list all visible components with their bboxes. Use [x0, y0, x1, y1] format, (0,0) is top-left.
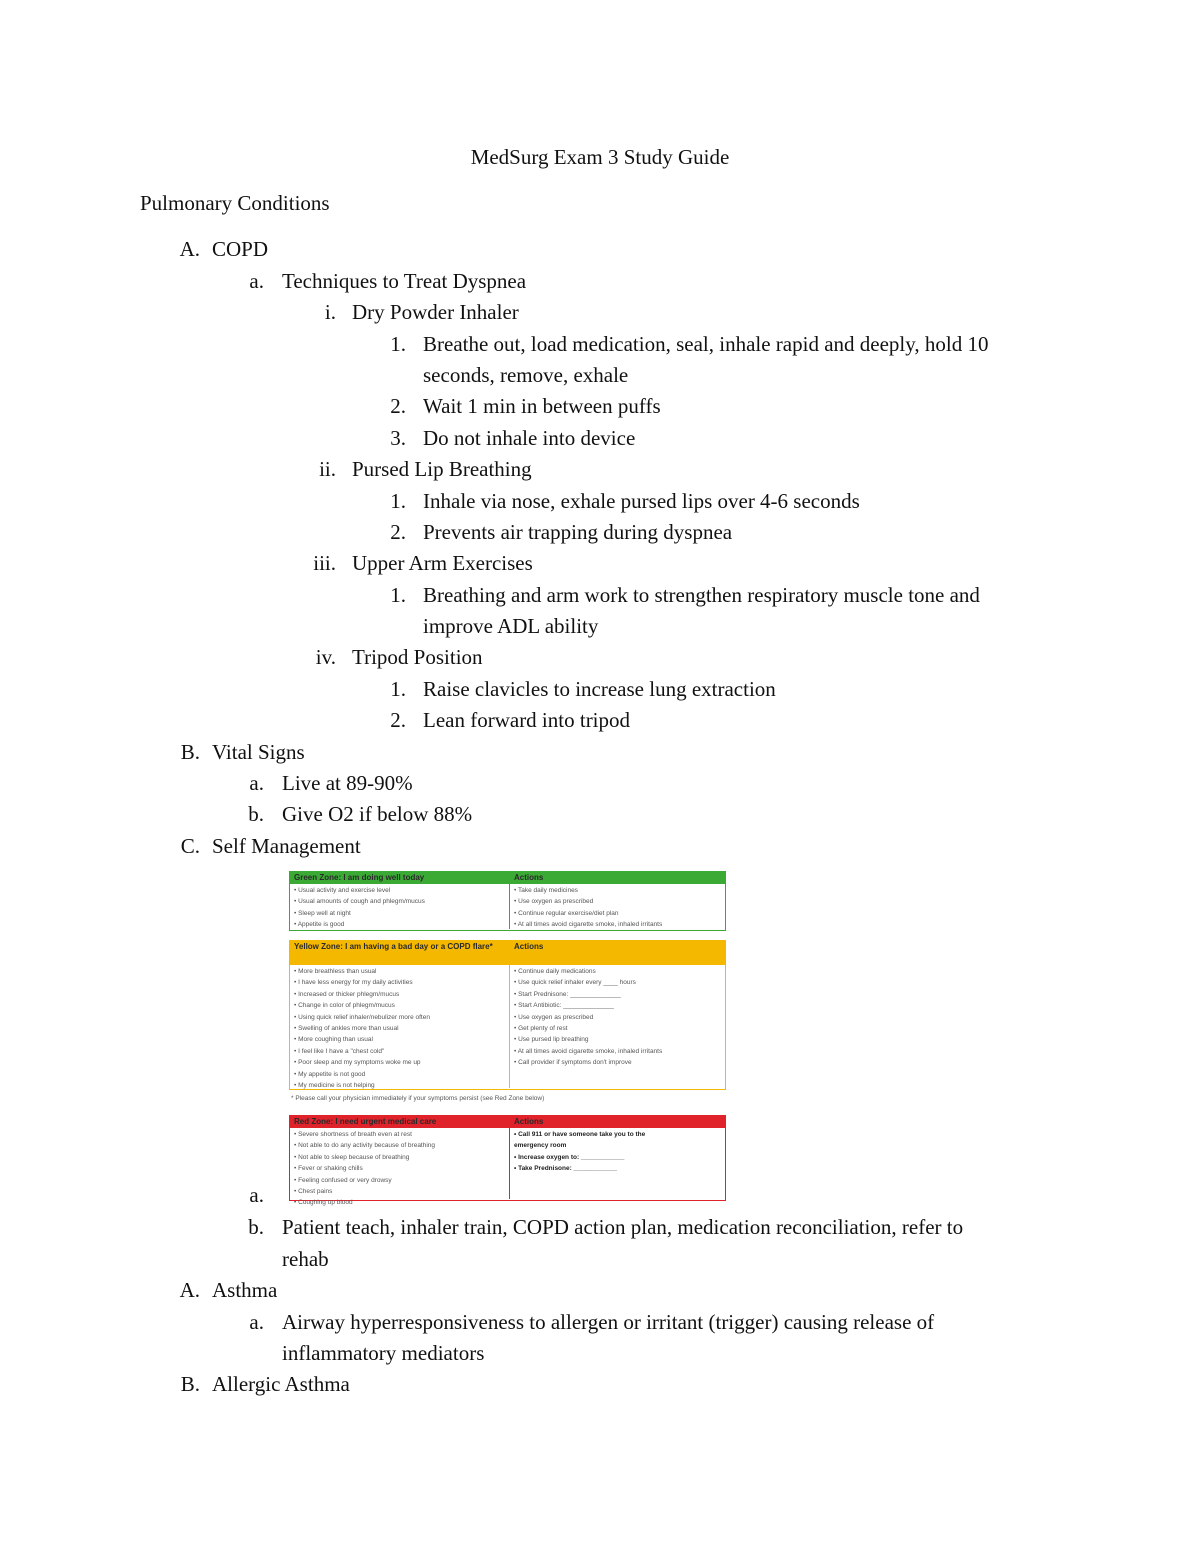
yellow-zone-left-item: • More breathless than usual	[294, 968, 377, 975]
yellow-zone-left-item: • More coughing than usual	[294, 1036, 373, 1044]
list-item-text: Asthma	[212, 1278, 278, 1302]
list-marker: 1.	[390, 332, 406, 356]
section-heading: Pulmonary Conditions	[140, 191, 330, 215]
list-marker: 1.	[390, 489, 406, 513]
yellow-actions-header: Actions	[514, 942, 544, 951]
list-marker: i.	[324, 300, 336, 324]
list-marker: 3.	[390, 426, 406, 450]
yellow-zone-note: * Please call your physician immediately if your symptoms persist (see Red Zone below)	[291, 1095, 545, 1102]
list-item-text: Do not inhale into device	[423, 426, 636, 450]
red-zone-left-item: • Fever or shaking chills	[294, 1165, 363, 1173]
green-zone	[289, 871, 726, 931]
list-marker: a.	[249, 1310, 264, 1334]
list-item-text: inflammatory mediators	[282, 1341, 485, 1365]
yellow-zone-left-item: • Change in color of phlegm/mucus	[294, 1002, 395, 1010]
green-zone-right-item: • At all times avoid cigarette smoke, inhaled irritants	[514, 921, 663, 929]
list-item-text: improve ADL ability	[423, 614, 599, 638]
list-marker: iv.	[315, 645, 336, 669]
green-zone-left-item: • Usual activity and exercise level	[294, 887, 391, 894]
list-marker: C.	[180, 834, 200, 858]
list-marker: a.	[249, 771, 264, 795]
list-marker: 2.	[390, 708, 406, 732]
list-marker: A.	[179, 237, 200, 261]
list-marker: 1.	[390, 677, 406, 701]
yellow-zone	[289, 940, 726, 1090]
list-marker: 2.	[390, 394, 406, 418]
list-item-text: Breathe out, load medication, seal, inhale rapid and deeply, hold 10	[423, 332, 989, 356]
list-item-text: Vital Signs	[212, 740, 305, 764]
yellow-zone-left-item: • I feel like I have a "chest cold"	[294, 1047, 385, 1055]
red-zone-right-item: • Take Prednisone: ____________	[514, 1165, 617, 1173]
red-zone-right-item: emergency room	[514, 1142, 567, 1150]
list-marker: b.	[248, 802, 264, 826]
green-zone-right-item: • Take daily medicines	[514, 887, 578, 894]
list-item-text: Dry Powder Inhaler	[352, 300, 519, 324]
list-marker: ii.	[319, 457, 336, 481]
list-item-text: COPD	[212, 237, 269, 261]
list-marker: a.	[249, 269, 264, 293]
list-item-text: Raise clavicles to increase lung extraction	[423, 677, 776, 701]
yellow-zone-right-item: • Start Antibiotic: ______________	[514, 1002, 614, 1010]
list-item-text: Wait 1 min in between puffs	[423, 394, 661, 418]
red-zone-right-item: • Call 911 or have someone take you to the	[514, 1131, 646, 1138]
green-zone-right-item: • Use oxygen as prescribed	[514, 898, 594, 906]
yellow-zone-right-item: • Get plenty of rest	[514, 1025, 568, 1033]
list-item-text: Live at 89-90%	[282, 771, 413, 795]
list-marker: b.	[248, 1215, 264, 1239]
list-item-text: Pursed Lip Breathing	[352, 457, 532, 481]
green-zone-header: Green Zone: I am doing well today	[294, 873, 425, 882]
yellow-zone-right-item: • Start Prednisone: ______________	[514, 990, 621, 998]
yellow-zone-header: Yellow Zone: I am having a bad day or a COPD flare*	[294, 942, 493, 951]
list-item-text: Upper Arm Exercises	[352, 551, 533, 575]
green-actions-header: Actions	[514, 873, 544, 882]
list-marker: iii.	[313, 551, 336, 575]
list-item-text: Allergic Asthma	[212, 1372, 350, 1396]
list-marker: B.	[180, 740, 200, 764]
yellow-zone-left-item: • My medicine is not helping	[294, 1082, 375, 1090]
yellow-zone-right-item: • Call provider if symptoms don't improve	[514, 1059, 632, 1067]
red-zone-left-item: • Coughing up blood	[294, 1199, 353, 1207]
red-zone-header: Red Zone: I need urgent medical care	[294, 1117, 437, 1126]
yellow-zone-right-item: • Continue daily medications	[514, 968, 596, 975]
list-item-text: Prevents air trapping during dyspnea	[423, 520, 733, 544]
red-zone-left-item: • Not able to sleep because of breathing	[294, 1153, 410, 1161]
list-item-text: Patient teach, inhaler train, COPD action plan, medication reconciliation, refer to	[282, 1215, 964, 1239]
yellow-zone-left-item: • Swelling of ankles more than usual	[294, 1025, 399, 1033]
red-zone-left-item: • Not able to do any activity because of breathing	[294, 1142, 436, 1150]
page-title: MedSurg Exam 3 Study Guide	[470, 145, 730, 169]
yellow-zone-left-item: • My appetite is not good	[294, 1070, 366, 1078]
red-zone-left-item: • Chest pains	[294, 1188, 333, 1196]
red-zone-left-item: • Feeling confused or very drowsy	[294, 1176, 392, 1184]
yellow-zone-left-item: • I have less energy for my daily activities	[294, 979, 413, 987]
list-item-text: Airway hyperresponsiveness to allergen or irritant (trigger) causing release of	[282, 1310, 935, 1334]
list-item-text: Self Management	[212, 834, 361, 858]
red-zone	[289, 1115, 726, 1207]
green-zone-left-item: • Sleep well at night	[294, 909, 351, 917]
list-marker: a.	[249, 1183, 264, 1207]
red-zone-right-item: • Increase oxygen to: ____________	[514, 1153, 625, 1161]
yellow-zone-right-item: • Use quick relief inhaler every ____ hours	[514, 979, 636, 987]
green-zone-right-item: • Continue regular exercise/diet plan	[514, 909, 619, 917]
green-zone-left-item: • Usual amounts of cough and phlegm/mucus	[294, 898, 425, 906]
list-item-text: Inhale via nose, exhale pursed lips over 4-6 seconds	[423, 489, 860, 513]
list-marker: 1.	[390, 583, 406, 607]
yellow-zone-right-item: • At all times avoid cigarette smoke, inhaled irritants	[514, 1047, 663, 1055]
yellow-zone-left-item: • Using quick relief inhaler/nebulizer more often	[294, 1013, 430, 1021]
green-zone-left-item: • Appetite is good	[294, 921, 345, 929]
yellow-zone-right-item: • Use oxygen as prescribed	[514, 1013, 594, 1021]
list-item-text: Breathing and arm work to strengthen respiratory muscle tone and	[423, 583, 980, 607]
list-marker: B.	[180, 1372, 200, 1396]
yellow-zone-right-item: • Use pursed lip breathing	[514, 1036, 589, 1044]
red-actions-header: Actions	[514, 1117, 544, 1126]
copd-action-plan-image	[289, 871, 726, 1207]
list-item-text: Lean forward into tripod	[423, 708, 631, 732]
yellow-zone-left-item: • Poor sleep and my symptoms woke me up	[294, 1059, 421, 1067]
red-zone-left-item: • Severe shortness of breath even at rest	[294, 1131, 412, 1138]
list-marker: 2.	[390, 520, 406, 544]
list-item-text: Tripod Position	[352, 645, 483, 669]
list-item-text: Techniques to Treat Dyspnea	[282, 269, 527, 293]
yellow-zone-left-item: • Increased or thicker phlegm/mucus	[294, 990, 400, 998]
list-item-text: Give O2 if below 88%	[282, 802, 473, 826]
list-item-text: seconds, remove, exhale	[423, 363, 629, 387]
list-item-text: rehab	[282, 1247, 329, 1271]
list-marker: A.	[179, 1278, 200, 1302]
